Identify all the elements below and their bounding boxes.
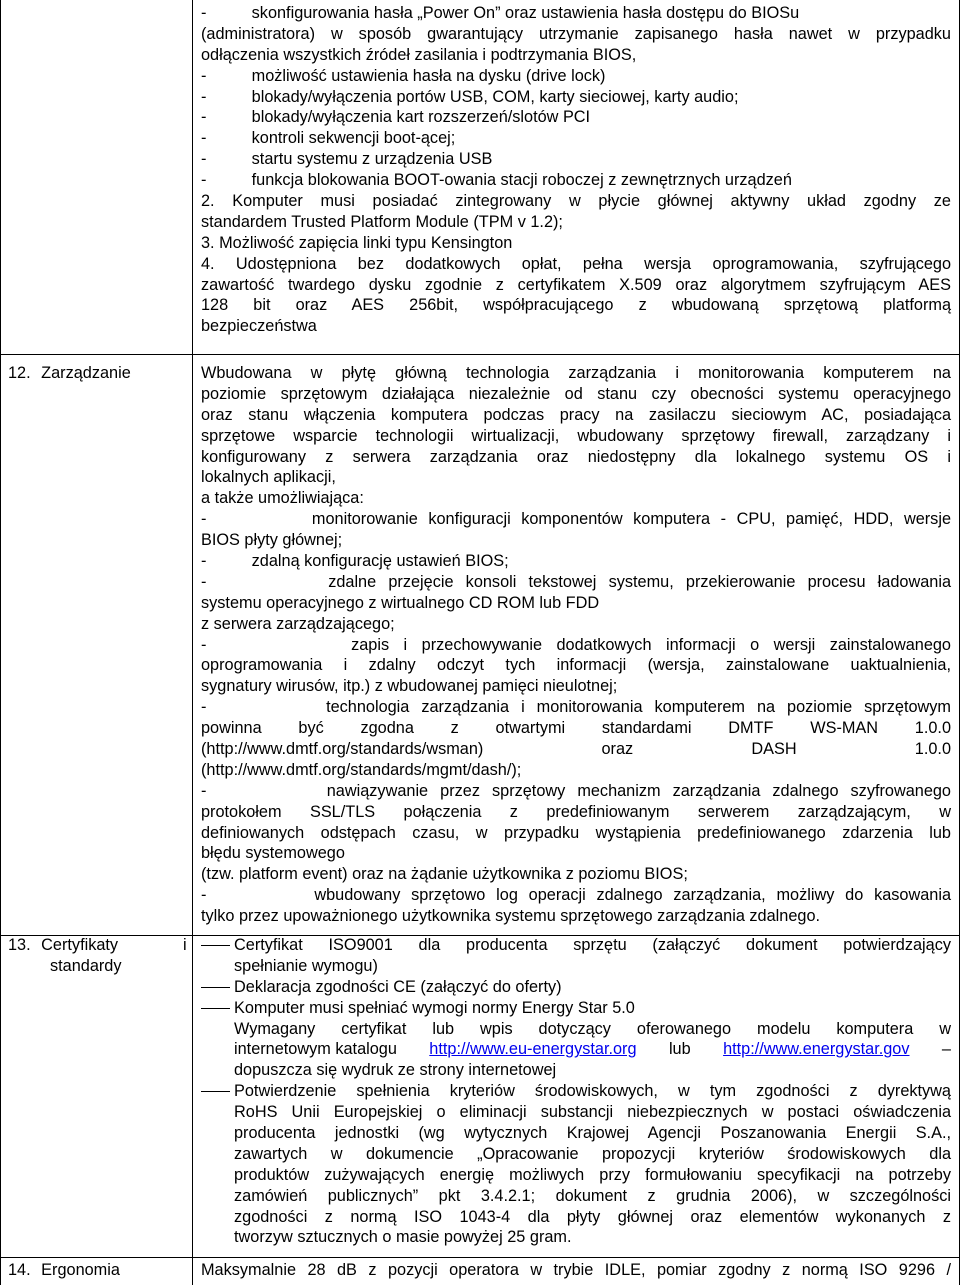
row-name: Ergonomia — [41, 1261, 120, 1279]
row-number: 13. — [8, 936, 31, 954]
dash-bullet-icon — [201, 945, 230, 946]
text-line: konfigurowany z serwera zarządzania oraz niedostępny dla lokalnego systemu OS i — [201, 447, 951, 466]
text-line: standardem Trusted Platform Module (TPM v 1.2); — [201, 212, 563, 231]
text-line: Deklaracja zgodności CE (załączyć do oferty) — [234, 977, 562, 996]
text-line: producenta jednostki (wg wytycznych Krajowej Agencji Poszanowania Energii S.A., — [234, 1124, 951, 1143]
text-line: - funkcja blokowania BOOT-owania stacji roboczej z zewnętrznych urządzeń — [201, 171, 792, 190]
text-line: sygnatury wirusów, itp.) z wbudowanej pamięci nieulotnej; — [201, 677, 618, 696]
row-13-label — [8, 935, 188, 977]
row-13-content — [201, 935, 951, 1248]
text-line: 128 bit oraz AES 256bit, współpracującego z wbudowaną sprzętową platformą — [201, 296, 951, 315]
text-line: oprogramowania i zdalny odczyt tych informacji (wersja, zainstalowane uaktualnienia, — [201, 656, 951, 675]
text-fragment: internetowym katalogu — [234, 1040, 397, 1059]
text-line: - kontroli sekwencji boot-ącej; — [201, 129, 456, 148]
text-fragment: – — [941, 1040, 951, 1059]
text-line: Komputer musi spełniać wymogi normy Energy Star 5.0 — [234, 998, 635, 1017]
list-item — [201, 1081, 951, 1248]
text-line: systemu operacyjnego z wirtualnego CD ROM lub FDD — [201, 593, 600, 612]
list-item — [201, 935, 951, 977]
text-line: (administratora) w sposób gwarantujący utrzymanie zapisanego hasła nawet w przypadku — [201, 24, 951, 43]
text-fragment: lub — [668, 1040, 691, 1059]
text-line: poziomie sprzętowym działająca niezależnie od stanu czy obecności systemu operacyjnego — [201, 384, 951, 403]
text-line: lokalnych aplikacji, — [201, 468, 336, 487]
text-line: Wymagany certyfikat lub wpis dotyczący oferowanego modelu komputera w — [234, 1019, 951, 1038]
text-line: powinna być zgodna z otwartymi standardami DMTF WS-MAN 1.0.0 — [201, 719, 951, 738]
row-12-content — [201, 363, 951, 927]
text-line: - zapis i przechowywanie dodatkowych informacji o wersji zainstalowanego — [201, 635, 951, 654]
dash-bullet-icon — [201, 987, 230, 988]
text-line: - blokady/wyłączenia portów USB, COM, karty sieciowej, karty audio; — [201, 87, 739, 106]
text-line: 3. Możliwość zapięcia linki typu Kensington — [201, 233, 513, 252]
text-line: - wbudowany sprzętowo log operacji zdalnego zarządzania, możliwy do kasowania — [201, 886, 951, 905]
text-line: sprzętowe wsparcie technologii wirtualizacji, wbudowany sprzętowy firewall, zarządzany i — [201, 426, 951, 445]
text-line: - blokady/wyłączenia kart rozszerzeń/slotów PCI — [201, 108, 591, 127]
row-14-label — [8, 1260, 188, 1281]
text-line: - możliwość ustawienia hasła na dysku (drive lock) — [201, 66, 606, 85]
row-divider — [0, 1257, 960, 1258]
table-column-divider — [192, 0, 193, 1285]
text-line: - technologia zarządzania i monitorowania komputerem na poziomie sprzętowym — [201, 698, 951, 717]
row-top-content — [201, 3, 951, 337]
row-number: 12. — [8, 364, 31, 382]
text-line: Maksymalnie 28 dB z pozycji operatora w trybie IDLE, pomiar zgodny z normą ISO 9296 / — [201, 1261, 951, 1279]
text-line: spełnianie wymogu) — [234, 956, 378, 975]
text-line: błędu systemowego — [201, 844, 345, 863]
text-line: odłączenia wszystkich źródeł zasilania i podtrzymania BIOS, — [201, 45, 637, 64]
text-line: - startu systemu z urządzenia USB — [201, 150, 493, 169]
text-line: (http://www.dmtf.org/standards/mgmt/dash/); — [201, 760, 522, 779]
text-line: - skonfigurowania hasła „Power On” oraz ustawienia hasła dostępu do BIOSu — [201, 4, 800, 22]
text-line: a także umożliwiająca: — [201, 489, 364, 508]
energystar-gov-link[interactable]: http://www.energystar.gov — [723, 1040, 910, 1059]
text-line: - zdalną konfigurację ustawień BIOS; — [201, 552, 509, 571]
dash-bullet-icon — [201, 1091, 230, 1092]
text-line: protokołem SSL/TLS połączenia z predefiniowanym serwerem zarządzającym, w — [201, 802, 951, 821]
text-line: (tzw. platform event) oraz na żądanie użytkownika z poziomu BIOS; — [201, 865, 688, 884]
list-item — [201, 998, 951, 1082]
eu-energystar-link[interactable]: http://www.eu-energystar.org — [429, 1040, 637, 1059]
list-item — [201, 977, 951, 998]
text-line: zawartość twardego dysku zgodnie z certyfikatem X.509 oraz algorytmem szyfrującym AES — [201, 275, 951, 294]
row-14-content — [201, 1260, 951, 1281]
dash-bullet-icon — [201, 1008, 230, 1009]
row-12-label — [8, 363, 188, 384]
text-line: Wbudowana w płytę główną technologia zarządzania i monitorowania komputerem na — [201, 364, 951, 382]
table-border-left — [0, 0, 1, 1285]
text-line: dopuszcza się wydruk ze strony internetowej — [234, 1061, 557, 1080]
text-line: (http://www.dmtf.org/standards/wsman) oraz DASH 1.0.0 — [201, 740, 951, 759]
text-line: zawartych w dokumencie „Opracowanie propozycji kryteriów środowiskowych dla — [234, 1144, 951, 1163]
text-line: tworzyw sztucznych o masie powyżej 25 gram. — [234, 1228, 572, 1247]
text-line: - monitorowanie konfiguracji komponentów komputera - CPU, pamięć, HDD, wersje — [201, 510, 951, 529]
text-line: - zdalne przejęcie konsoli tekstowej systemu, przekierowanie procesu ładowania — [201, 572, 951, 591]
text-line: produktów zużywających energię możliwych przy formułowaniu specyfikacji na potrzeby — [234, 1165, 951, 1184]
text-line: BIOS płyty głównej; — [201, 531, 343, 550]
row-name: Certyfikaty — [41, 936, 119, 954]
text-line: Certyfikat ISO9001 dla producenta sprzętu (załączyć dokument potwierdzający — [234, 936, 951, 954]
text-line: 4. Udostępniona bez dodatkowych opłat, pełna wersja oprogramowania, szyfrującego — [201, 254, 951, 273]
text-line: zgodności z normą ISO 1043-4 dla płyty głównej oraz elementów wykonanych z — [234, 1207, 951, 1226]
text-line: - nawiązywanie przez sprzętowy mechanizm zarządzania zdalnego szyfrowanego — [201, 781, 951, 800]
row-name-conjunction: i — [183, 936, 187, 954]
text-line: zamówień publicznych” pkt 3.4.2.1; dokument z grudnia 2006), w szczególności — [234, 1186, 951, 1205]
row-divider — [0, 354, 960, 355]
row-number: 14. — [8, 1261, 31, 1279]
text-line: Potwierdzenie spełnienia kryteriów środowiskowych, w tym zgodności z dyrektywą — [234, 1082, 951, 1101]
text-line: RoHS Unii Europejskiej o eliminacji substancji niebezpiecznych w postaci oświadczenia — [234, 1103, 951, 1122]
text-line: definiowanych odstępach czasu, w przypadku wystąpienia predefiniowanego zdarzenia lub — [201, 823, 951, 842]
text-line: 2. Komputer musi posiadać zintegrowany w płycie głównej aktywny układ zgodny ze — [201, 192, 951, 211]
row-name: Zarządzanie — [41, 364, 131, 382]
text-line: bezpieczeństwa — [201, 317, 317, 336]
text-line: z serwera zarządzającego; — [201, 614, 395, 633]
text-line: oraz stanu włączenia komputera podczas pracy na zasilaczu sieciowym AC, posiadająca — [201, 405, 951, 424]
row-name-continued: standardy — [50, 956, 122, 975]
text-line — [234, 1039, 951, 1060]
text-line: tylko przez upoważnionego użytkownika systemu sprzętowego zarządzania zdalnego. — [201, 907, 821, 926]
